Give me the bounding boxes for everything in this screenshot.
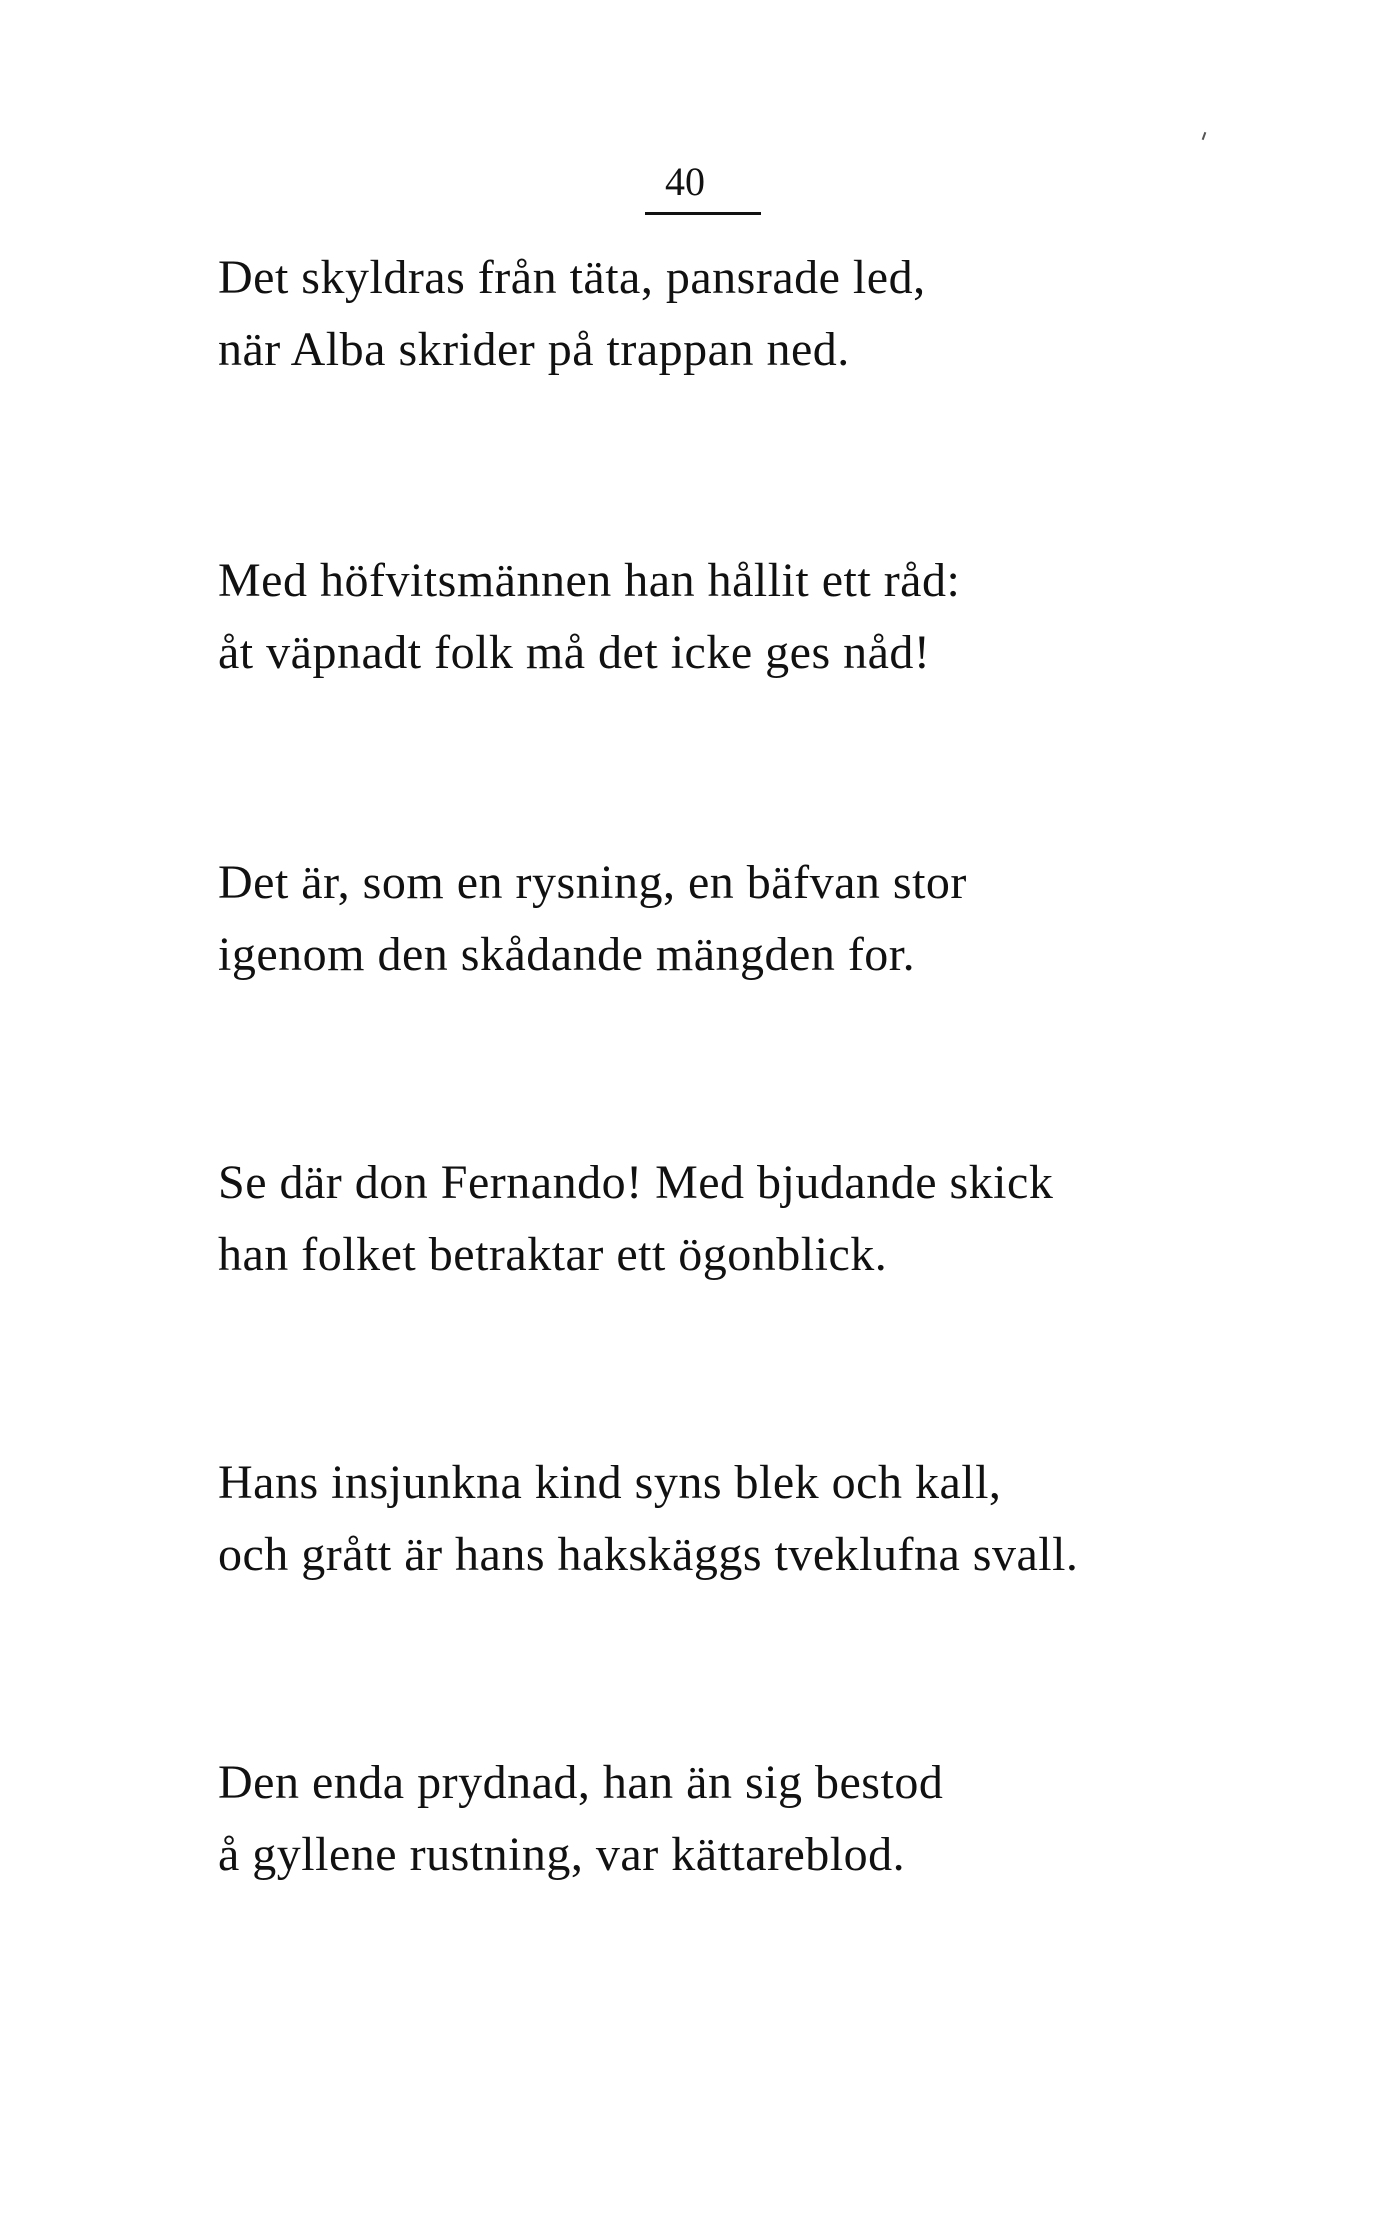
- stanza-2: [218, 545, 1338, 689]
- poem-line: Med höfvitsmännen han hållit ett råd:: [218, 554, 961, 607]
- poem-line: Hans insjunkna kind syns blek och kall,: [218, 1456, 1002, 1509]
- poem-line: han folket betraktar ett ögonblick.: [218, 1228, 888, 1281]
- poem-line: Det är, som en rysning, en bäfvan stor: [218, 856, 967, 909]
- poem-line: och grått är hans hakskäggs tveklufna svall.: [218, 1528, 1079, 1581]
- poem-line: Den enda prydnad, han än sig bestod: [218, 1756, 944, 1809]
- poem-line: åt väpnadt folk må det icke ges nåd!: [218, 626, 931, 679]
- poem-line: när Alba skrider på trappan ned.: [218, 323, 850, 376]
- poem-line: igenom den skådande mängden for.: [218, 928, 916, 981]
- stanza-3: [218, 847, 1338, 991]
- page-number: 40: [665, 159, 705, 204]
- stanza-5: [218, 1447, 1338, 1591]
- poem-line: Det skyldras från täta, pansrade led,: [218, 251, 926, 304]
- stanza-6: [218, 1747, 1338, 1891]
- stanza-1: [218, 242, 1338, 386]
- poem-line: Se där don Fernando! Med bjudande skick: [218, 1156, 1054, 1209]
- poem-line: å gyllene rustning, var kättareblod.: [218, 1828, 906, 1881]
- print-speck: [1202, 132, 1207, 140]
- stanza-4: [218, 1147, 1338, 1291]
- page-number-rule: [645, 212, 761, 215]
